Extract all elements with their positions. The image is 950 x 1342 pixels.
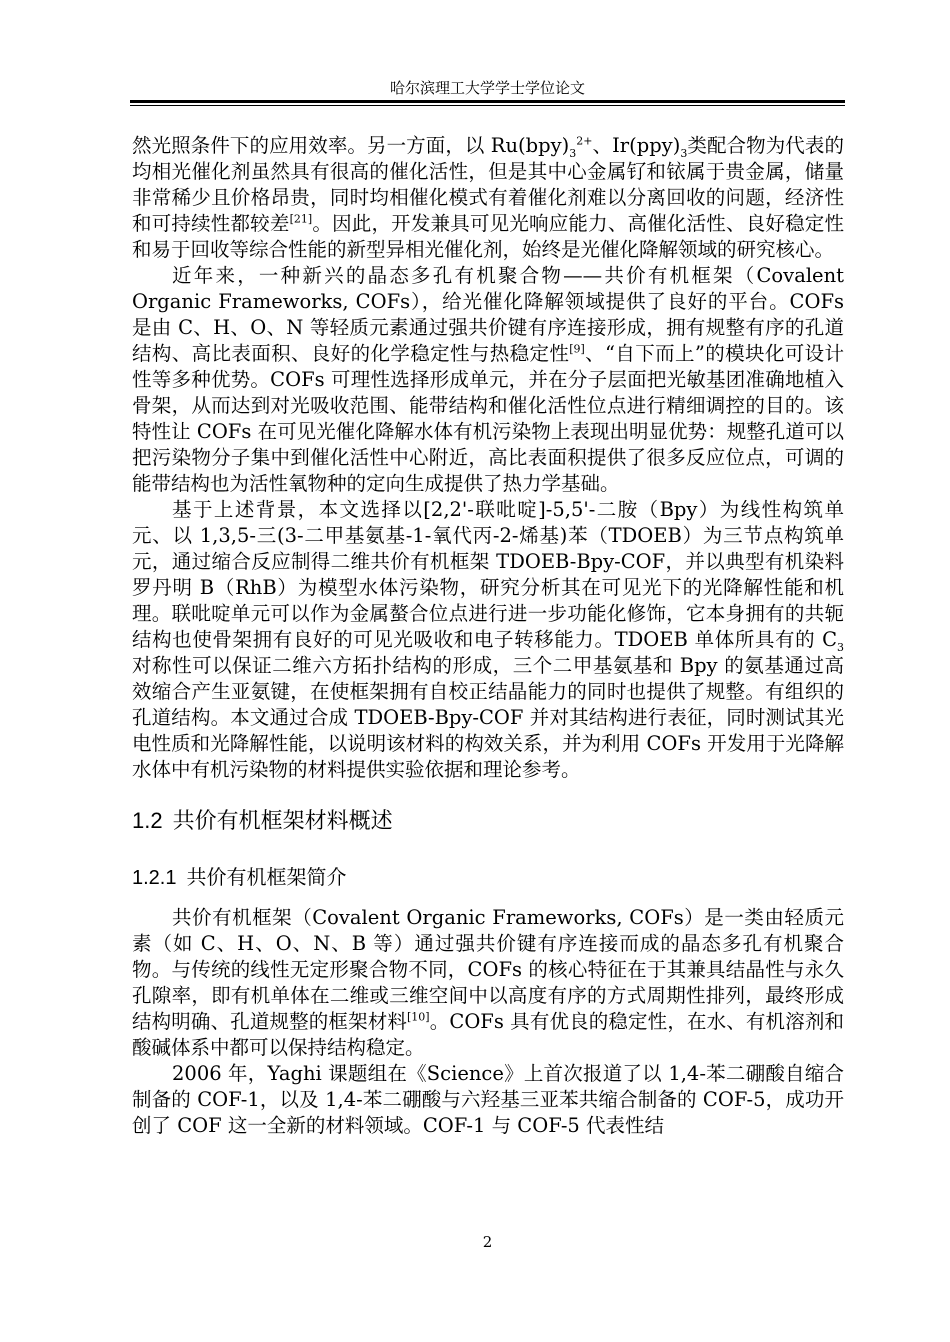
subsection-title: 共价有机框架简介 [186, 865, 347, 889]
section-number: 1.2 [132, 808, 163, 833]
p1-subscript: 3 [569, 146, 577, 160]
p3-text-b: 对称性可以保证二维六方拓扑结构的形成，三个二甲基氨基和 Bpy 的氨基通过高效缩合产生亚氨键，在使框架拥有自校正结晶能力的同时也提供了规整。有组织的孔道结构。本文通过合成 TDOEB-Bpy-COF 并对其结构进行表征，同时测试其光电性质和光降解性能，以说明该材料的构效关系，并为利用 COFs 开发用于光降解水体中有机污染物的材料提供实验依据和理论参考。 [132, 654, 844, 781]
p4-text-b: 。COFs 具有优良的稳定性，在水、有机溶剂和酸碱体系中都可以保持结构稳定。 [132, 1010, 844, 1059]
running-header: 哈尔滨理工大学学士学位论文 [389, 79, 585, 97]
citation-9: [9] [569, 342, 585, 356]
p1-text-c: 类配合物为代表的均相光催化剂虽然具有很高的催化活性，但是其中心金属钌和铱属于贵金属，储量非常稀少且价格昂贵，同时均相催化模式有着催化剂难以分离回收的问题，经济性和可持续性都较差 [132, 134, 844, 235]
p2-text-b: 、“自下而上”的模块化可设计性等多种优势。COFs 可理性选择形成单元，并在分子层面把光敏基团准确地植入骨架，从而达到对光吸收范围、能带结构和催化活性位点进行精细调控的目的。该特性让 COFs 在可见光催化降解水体有机污染物上表现出明显优势：规整孔道可以把污染物分子集中到催化活性中心附近，高比表面积提供了很多反应位点，可调的能带结构也为活性氧物种的定向生成提供了热力学基础。 [132, 342, 844, 495]
paragraph-5: 2006 年，Yaghi 课题组在《Science》上首次报道了以 1,4-苯二硼酸自缩合制备的 COF-1，以及 1,4-苯二硼酸与六羟基三亚苯共缩合制备的 COF-5，成功开创了 COF 这一全新的材料领域。COF-1 与 COF-5 代表性结 [132, 1062, 844, 1137]
p3-subscript: 3 [837, 640, 844, 654]
p1-text-a: 然光照条件下的应用效率。另一方面，以 Ru(bpy) [132, 134, 570, 157]
p1-text-d: 。因此，开发兼具可见光响应能力、高催化活性、良好稳定性和易于回收等综合性能的新型异相光催化剂，始终是光催化降解领域的研究核心。 [132, 212, 844, 261]
paragraph-3 [132, 497, 844, 783]
subsection-number: 1.2.1 [132, 867, 177, 889]
section-heading-1-2 [132, 793, 844, 850]
p2-text-a: 近年来，一种新兴的晶态多孔有机聚合物——共价有机框架（Covalent Organic Frameworks, COFs），给光催化降解领域提供了良好的平台。COFs 是由 C、H、O、N 等轻质元素通过强共价键有序连接形成，拥有规整有序的孔道结构、高比表面积、良好的化学稳定性与热稳定性 [132, 264, 844, 365]
paragraph-4 [132, 905, 844, 1061]
p1-subscript-2: 3 [680, 146, 688, 160]
header-rule-thin [130, 105, 845, 106]
body-content [132, 133, 844, 1139]
citation-21: [21] [289, 212, 313, 226]
section-title: 共价有机框架材料概述 [172, 809, 393, 834]
p3-text-a: 基于上述背景，本文选择以[2,2'-联吡啶]-5,5'-二胺（Bpy）为线性构筑单元、以 1,3,5-三(3-二甲基氨基-1-氧代丙-2-烯基)苯（TDOEB）为三节点构筑单元，通过缩合反应制得二维共价有机框架 TDOEB-Bpy-COF，并以典型有机染料罗丹明 B（RhB）为模型水体污染物，研究分析其在可见光下的光降解性能和机理。联吡啶单元可以作为金属螯合位点进行进一步功能化修饰，它本身拥有的共轭结构也使骨架拥有良好的可见光吸收和电子转移能力。TDOEB 单体所具有的 C [132, 498, 844, 651]
citation-10: [10] [407, 1010, 430, 1024]
paragraph-2 [132, 263, 844, 497]
page-number: 2 [482, 1233, 493, 1251]
p1-text-b: 、Ir(ppy) [592, 134, 681, 157]
p4-text-a: 共价有机框架（Covalent Organic Frameworks, COFs）是一类由轻质元素（如 C、H、O、N、B 等）通过强共价键有序连接而成的晶态多孔有机聚合物。与传统的线性无定形聚合物不同，COFs 的核心特征在于其兼具结晶性与永久孔隙率，即有机单体在二维或三维空间中以高度有序的方式周期性排列，最终形成结构明确、孔道规整的框架材料 [132, 906, 844, 1033]
p1-superscript: 2+ [576, 134, 593, 148]
header-rule-thick [130, 100, 845, 103]
subsection-heading-1-2-1 [132, 850, 844, 905]
paragraph-1 [132, 133, 844, 263]
